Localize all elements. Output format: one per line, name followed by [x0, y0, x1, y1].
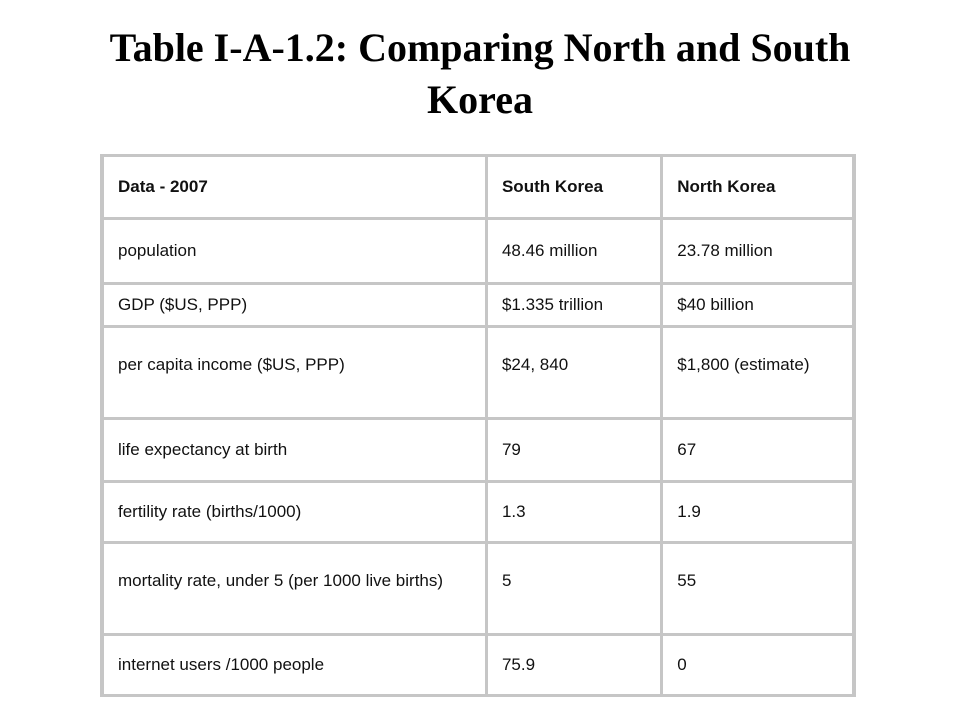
table-header-row [102, 156, 854, 219]
row-label: mortality rate, under 5 (per 1000 live births) [102, 543, 486, 635]
north-korea-value: 55 [662, 543, 854, 635]
south-korea-value: 79 [486, 419, 661, 482]
north-korea-value: 0 [662, 635, 854, 696]
comparison-table-container [100, 154, 856, 697]
slide-title-line-1: Table I-A-1.2: Comparing North and South [109, 25, 851, 70]
header-cell-data-year: Data - 2007 [102, 156, 486, 219]
table-row [102, 482, 854, 543]
north-korea-value: 67 [662, 419, 854, 482]
row-label: population [102, 219, 486, 284]
header-cell-north-korea: North Korea [662, 156, 854, 219]
table-row [102, 543, 854, 635]
row-label: internet users /1000 people [102, 635, 486, 696]
table-row [102, 635, 854, 696]
table-row [102, 419, 854, 482]
row-label: fertility rate (births/1000) [102, 482, 486, 543]
comparison-table [100, 154, 856, 697]
row-label: GDP ($US, PPP) [102, 284, 486, 327]
south-korea-value: $1.335 trillion [486, 284, 661, 327]
row-label: life expectancy at birth [102, 419, 486, 482]
table-row [102, 327, 854, 419]
header-cell-south-korea: South Korea [486, 156, 661, 219]
south-korea-value: 75.9 [486, 635, 661, 696]
south-korea-value: $24, 840 [486, 327, 661, 419]
row-label: per capita income ($US, PPP) [102, 327, 486, 419]
north-korea-value: $40 billion [662, 284, 854, 327]
north-korea-value: 23.78 million [662, 219, 854, 284]
slide-title-line-2: Korea [427, 77, 533, 122]
south-korea-value: 1.3 [486, 482, 661, 543]
south-korea-value: 48.46 million [486, 219, 661, 284]
table-row [102, 219, 854, 284]
table-row [102, 284, 854, 327]
slide-title [40, 22, 920, 126]
north-korea-value: $1,800 (estimate) [662, 327, 854, 419]
north-korea-value: 1.9 [662, 482, 854, 543]
south-korea-value: 5 [486, 543, 661, 635]
